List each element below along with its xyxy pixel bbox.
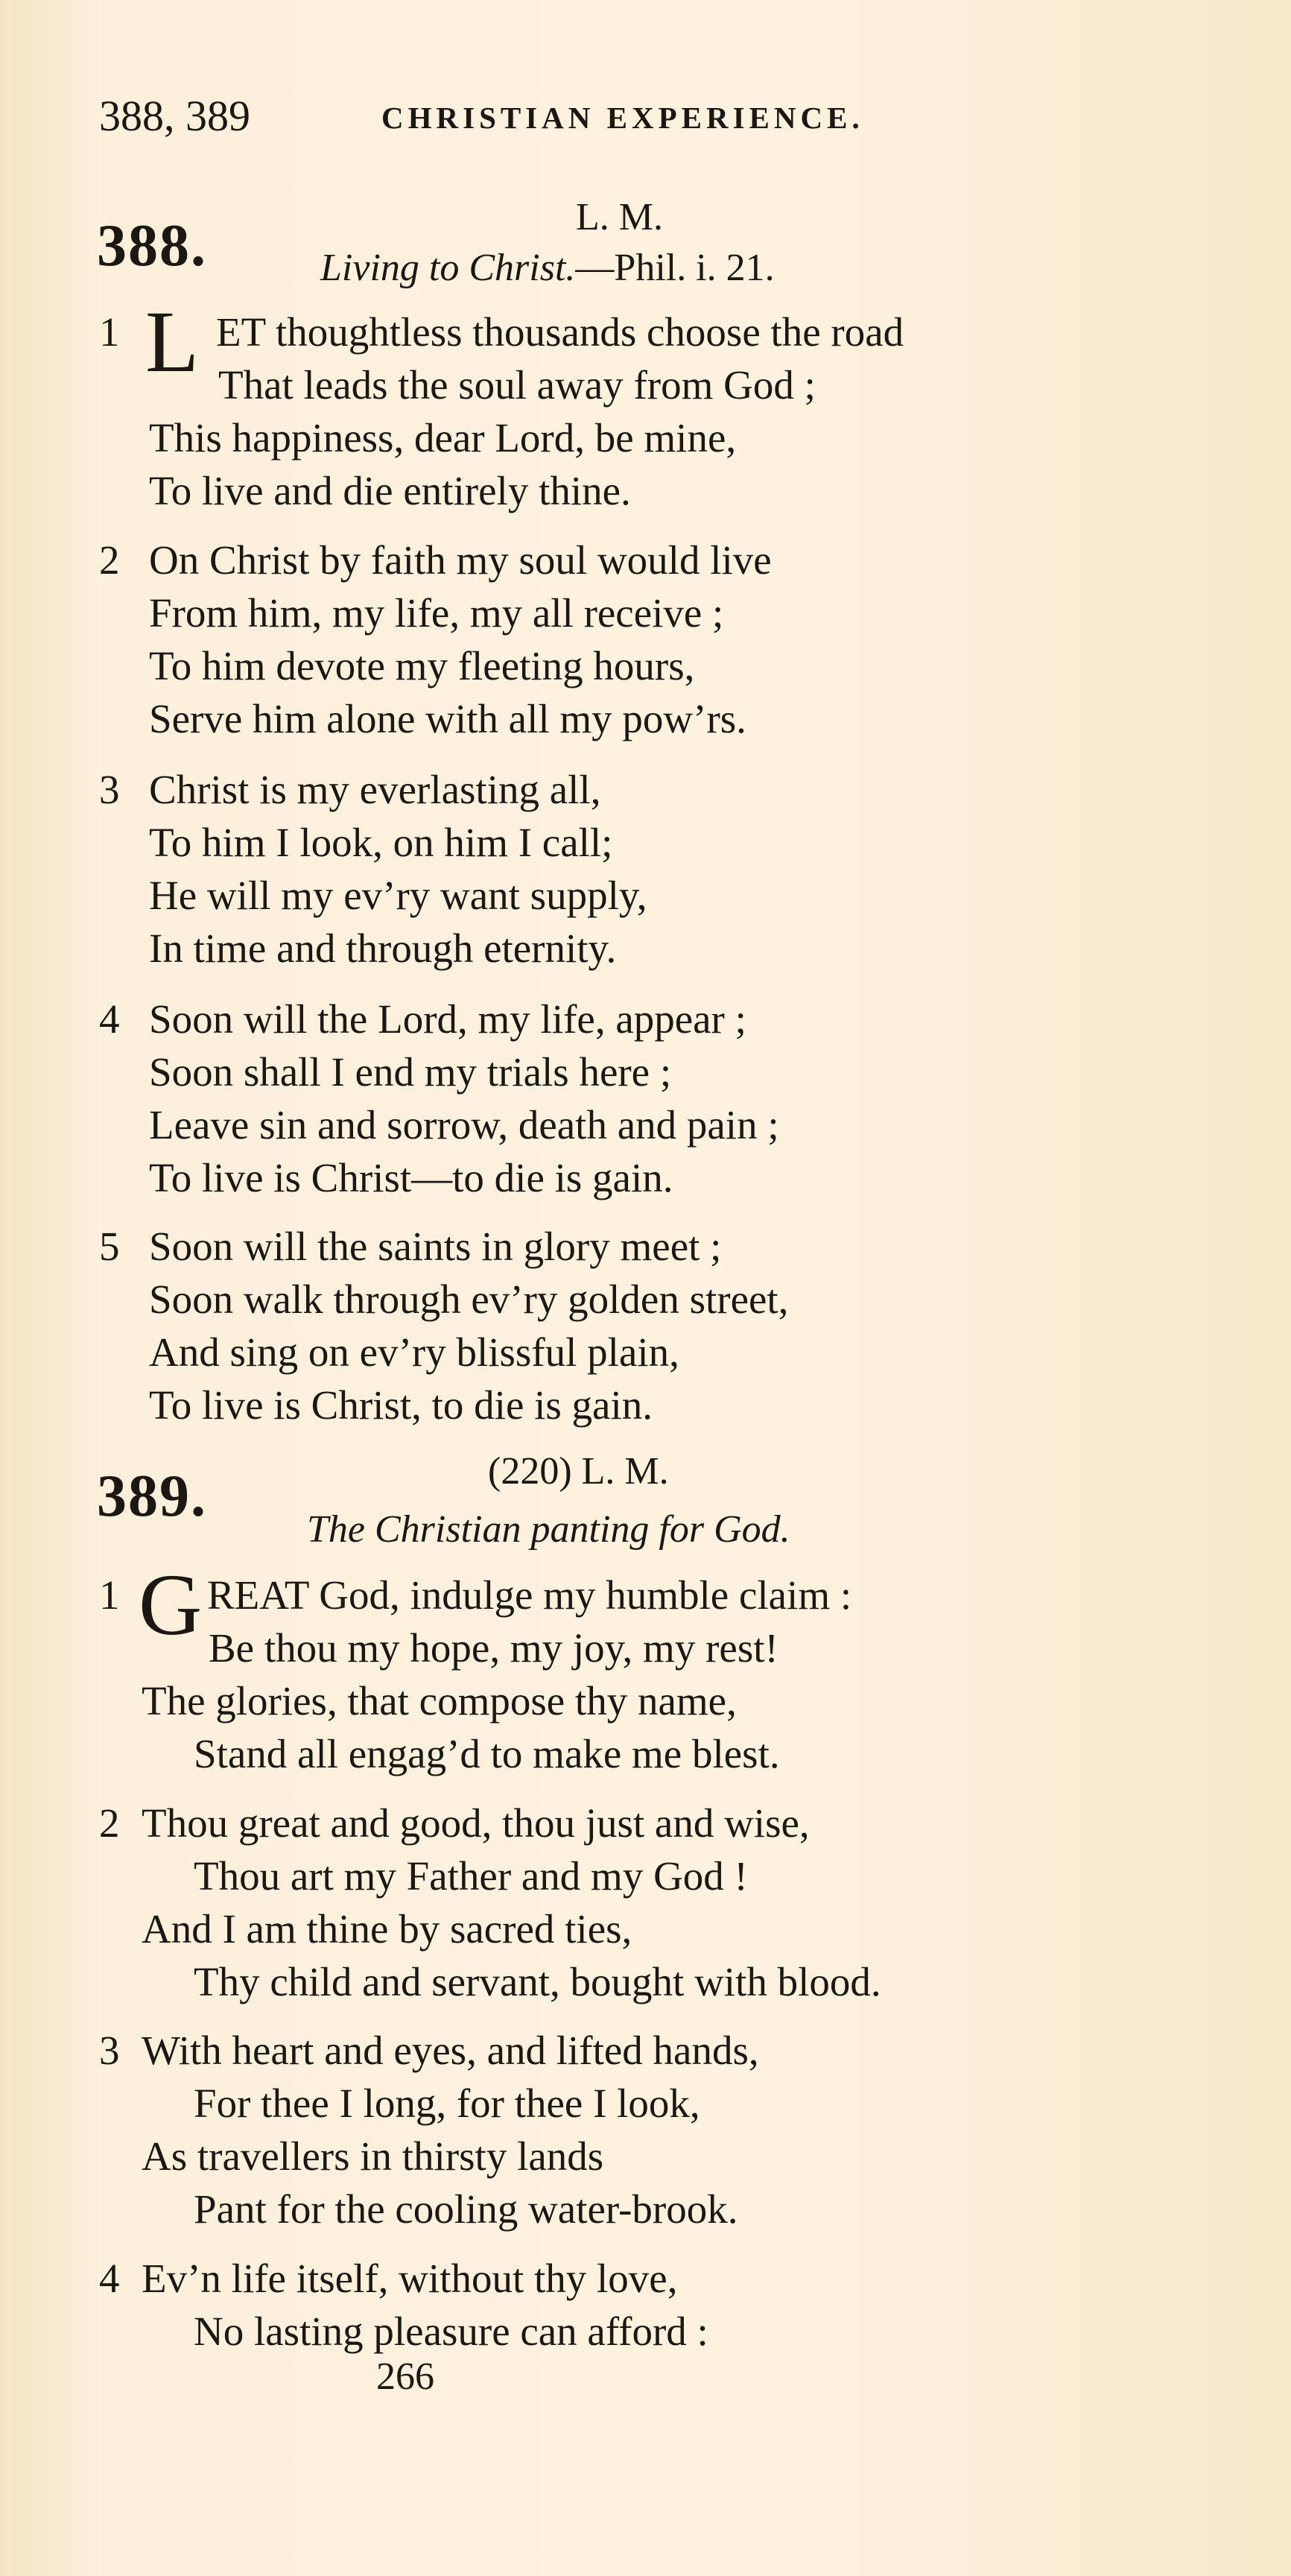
verse-number: 1 (99, 1572, 120, 1618)
verse-line: ET thoughtless thousands choose the road (216, 309, 904, 355)
verse-line: In time and through eternity. (149, 925, 617, 971)
verse-line: That leads the soul away from God ; (218, 362, 816, 408)
page-number: 266 (376, 2355, 434, 2398)
hymn-subtitle-title: Living to Christ. (320, 247, 576, 289)
verse-line: To him I look, on him I call; (149, 820, 613, 865)
verse-line: To live is Christ, to die is gain. (149, 1382, 653, 1428)
hymn-meter: (220) L. M. (488, 1450, 669, 1493)
verse-number: 1 (99, 309, 120, 355)
hymn-subtitle-reference: —Phil. i. 21. (575, 247, 775, 289)
verse-line: Soon will the Lord, my life, appear ; (149, 996, 746, 1042)
verse-line: The glories, that compose thy name, (142, 1678, 737, 1724)
drop-cap: L (145, 293, 200, 390)
verse-line: Be thou my hope, my joy, my rest! (209, 1625, 778, 1671)
verse-line: Soon will the saints in glory meet ; (149, 1224, 722, 1269)
hymn-subtitle-title: The Christian panting for God. (307, 1508, 790, 1551)
verse-line: Serve him alone with all my pow’rs. (149, 696, 746, 741)
verse-number: 4 (99, 996, 120, 1042)
verse-line: And I am thine by sacred ties, (142, 1906, 632, 1952)
hymn-subtitle (320, 246, 775, 290)
verse-number: 3 (99, 767, 120, 812)
verse-line: Thou art my Father and my God ! (194, 1853, 748, 1899)
verse-number: 4 (99, 2256, 120, 2301)
verse-number: 2 (99, 537, 120, 583)
verse-line: Stand all engag’d to make me blest. (194, 1731, 780, 1776)
verse-number: 2 (99, 1800, 120, 1846)
verse-line: On Christ by faith my soul would live (149, 537, 772, 583)
verse-line: Thou great and good, thou just and wise, (142, 1800, 810, 1846)
verse-line: No lasting pleasure can afford : (194, 2308, 708, 2354)
verse-number: 3 (99, 2028, 120, 2073)
verse-line: As travellers in thirsty lands (142, 2133, 604, 2179)
verse-line: Soon shall I end my trials here ; (149, 1049, 672, 1095)
verse-line: Pant for the cooling water-brook. (194, 2186, 738, 2232)
verse-line: For thee I long, for thee I look, (194, 2080, 700, 2126)
verse-line: REAT God, indulge my humble claim : (207, 1572, 852, 1618)
verse-number: 5 (99, 1224, 120, 1269)
verse-line: He will my ev’ry want supply, (149, 873, 647, 918)
running-head-section: CHRISTIAN EXPERIENCE. (381, 101, 864, 135)
verse-line: And sing on ev’ry blissful plain, (149, 1329, 679, 1375)
verse-line: Thy child and servant, bought with blood. (194, 1959, 881, 2004)
verse-line: To him devote my fleeting hours, (149, 643, 695, 689)
hymn-number: 388. (97, 213, 207, 279)
verse-line: Soon walk through ev’ry golden street, (149, 1276, 789, 1322)
verse-line: Christ is my everlasting all, (149, 767, 601, 812)
running-head-pages: 388, 389 (99, 92, 250, 140)
hymn-subtitle (307, 1507, 790, 1551)
verse-line: To live and die entirely thine. (149, 468, 631, 513)
verse-line: To live is Christ—to die is gain. (149, 1155, 673, 1200)
verse-line: From him, my life, my all receive ; (149, 590, 724, 636)
verse-line: Leave sin and sorrow, death and pain ; (149, 1102, 779, 1148)
verse-line: Ev’n life itself, without thy love, (142, 2256, 678, 2301)
verse-line: This happiness, dear Lord, be mine, (149, 415, 737, 461)
hymn-meter: L. M. (576, 196, 663, 238)
verse-line: With heart and eyes, and lifted hands, (142, 2028, 759, 2073)
hymn-number: 389. (97, 1463, 207, 1529)
drop-cap: G (139, 1556, 203, 1653)
